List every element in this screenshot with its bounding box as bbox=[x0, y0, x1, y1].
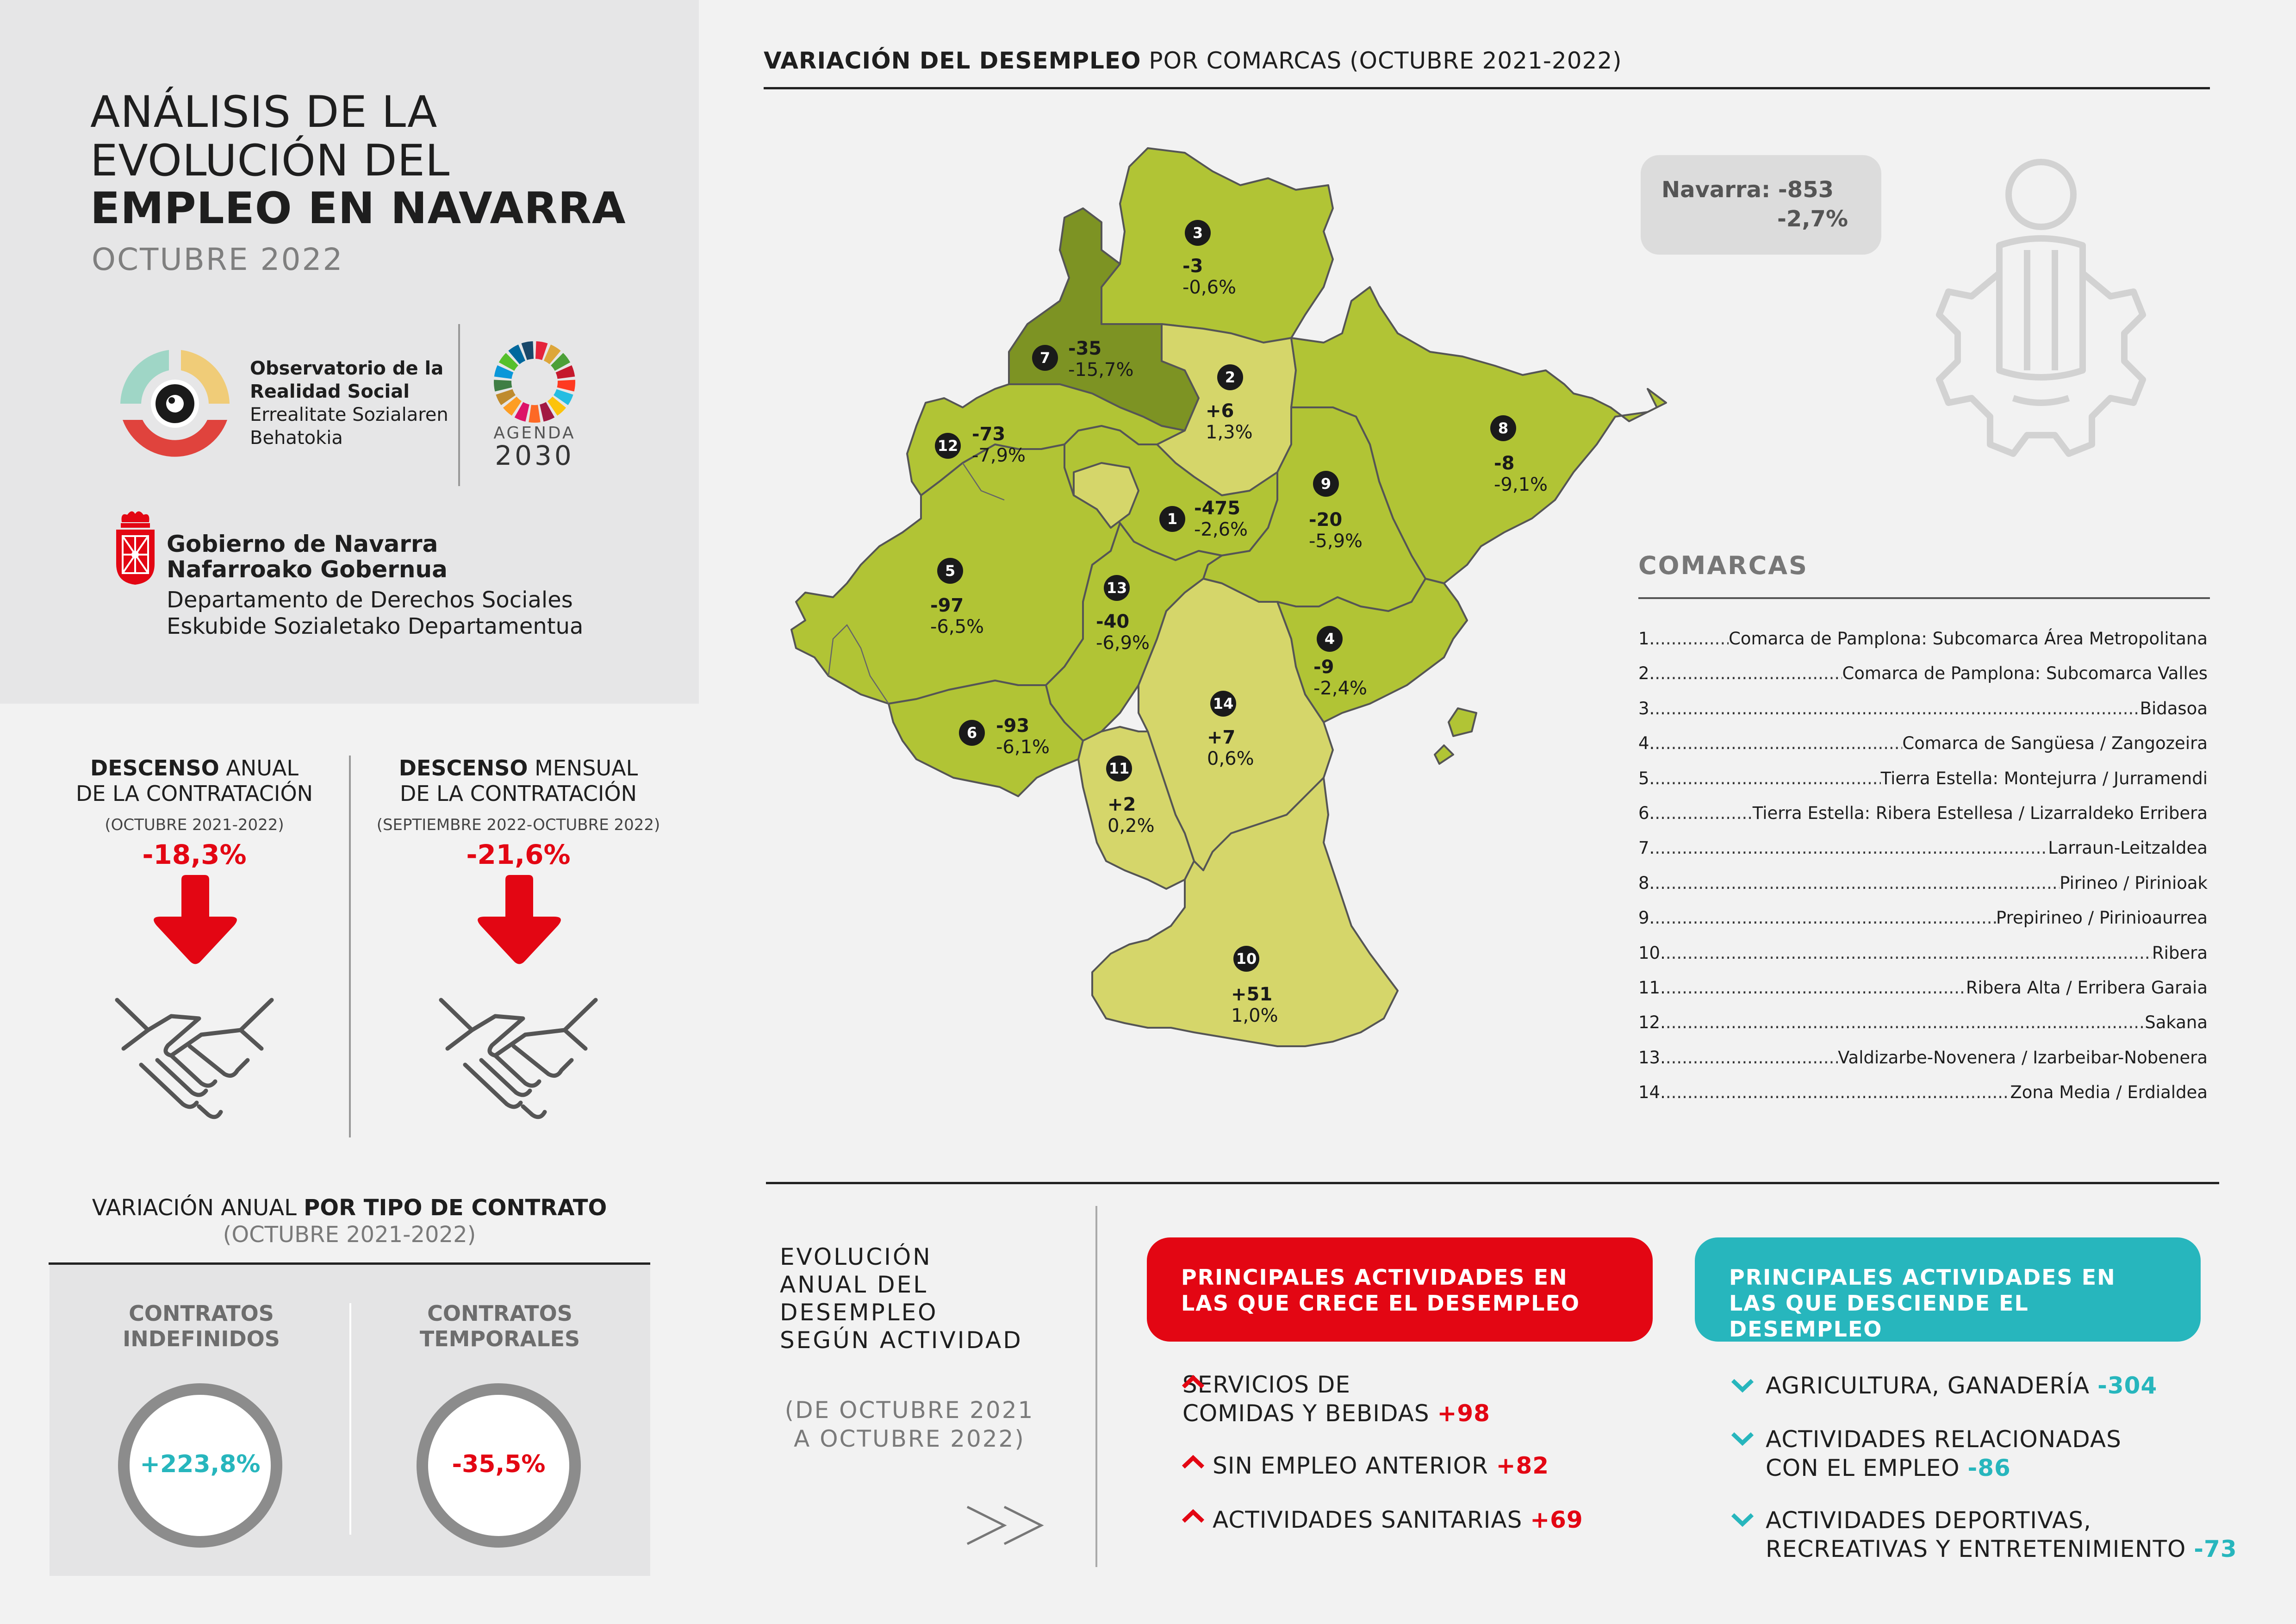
crece-item-1-line-1: SERVICIOS DE bbox=[1182, 1371, 1351, 1398]
region-pct-14: 0,6% bbox=[1207, 748, 1254, 769]
agenda-word: AGENDA bbox=[493, 424, 576, 443]
region-values-14 bbox=[1207, 727, 1254, 769]
region-badge-7: 7 bbox=[1032, 345, 1058, 371]
map-title-bold: VARIACIÓN DEL DESEMPLEO bbox=[764, 47, 1141, 74]
comarca-name: Zona Media / Erdialdea bbox=[2010, 1082, 2208, 1103]
comarca-list-item bbox=[1638, 943, 2208, 963]
actividad-heading-1: EVOLUCIÓN bbox=[780, 1243, 932, 1270]
anual-heading-bold: DESCENSO bbox=[90, 756, 219, 781]
desciende-item-1 bbox=[1766, 1371, 2157, 1400]
indefinidos-label-2: INDEFINIDOS bbox=[123, 1326, 280, 1351]
region-badge-2: 2 bbox=[1217, 364, 1243, 390]
observatorio-line-1: Observatorio de la bbox=[250, 358, 444, 379]
comarca-leader-dots bbox=[1666, 1048, 1838, 1068]
comarca-name: Comarca de Pamplona: Subcomarca Área Metropolitana bbox=[1729, 629, 2208, 649]
mensual-heading bbox=[352, 756, 685, 806]
title-line-1: ANÁLISIS DE LA bbox=[90, 87, 438, 137]
anual-period: (OCTUBRE 2021-2022) bbox=[105, 816, 284, 834]
comarca-leader-dots bbox=[1655, 768, 1880, 788]
temporales-value: -35,5% bbox=[452, 1450, 546, 1478]
desciende-item-3-value: -73 bbox=[2194, 1536, 2237, 1562]
map-title bbox=[764, 46, 1622, 75]
map-title-normal: POR COMARCAS (OCTUBRE 2021-2022) bbox=[1141, 47, 1622, 74]
navarra-total-box bbox=[1641, 155, 1881, 255]
comarca-list-item bbox=[1638, 629, 2208, 649]
tipo-contrato-title bbox=[49, 1194, 650, 1221]
agenda-wheel-segment bbox=[494, 380, 512, 391]
region-badge-13: 13 bbox=[1104, 575, 1130, 601]
region-values-2 bbox=[1206, 400, 1253, 443]
crece-title-1: PRINCIPALES ACTIVIDADES EN bbox=[1181, 1265, 1568, 1290]
region-abs-5: -97 bbox=[930, 595, 964, 616]
actividad-rule bbox=[766, 1182, 2219, 1184]
comarca-list-item bbox=[1638, 1012, 2208, 1032]
region-values-3 bbox=[1182, 256, 1236, 298]
comarca-number: 4. bbox=[1638, 733, 1655, 754]
observatorio-line-2: Realidad Social bbox=[250, 381, 410, 402]
region-pct-4: -2,4% bbox=[1313, 678, 1368, 699]
crece-item-2-line-2: SIN EMPLEO ANTERIOR bbox=[1213, 1452, 1496, 1479]
tipo-contrato-title-normal: VARIACIÓN ANUAL bbox=[92, 1195, 304, 1221]
crece-item-1-up-icon bbox=[1182, 1375, 1205, 1389]
comarca-name: Sakana bbox=[2145, 1012, 2208, 1033]
region-badge-4: 4 bbox=[1317, 626, 1343, 652]
comarca-number: 9. bbox=[1638, 908, 1655, 928]
desciende-title-1: PRINCIPALES ACTIVIDADES EN bbox=[1729, 1265, 2116, 1290]
gobierno-line-1: Gobierno de Navarra bbox=[167, 531, 438, 557]
region-abs-3: -3 bbox=[1182, 256, 1203, 277]
crece-item-3-line-2: ACTIVIDADES SANITARIAS bbox=[1213, 1506, 1531, 1533]
comarcas-rule bbox=[1638, 597, 2210, 599]
comarca-number: 11. bbox=[1638, 978, 1666, 998]
region-abs-12: -73 bbox=[972, 424, 1006, 445]
agenda-2030-wheel-icon bbox=[491, 338, 579, 426]
mensual-heading-rest: MENSUAL bbox=[528, 756, 638, 781]
region-abs-2: +6 bbox=[1206, 400, 1234, 422]
region-pct-6: -6,1% bbox=[996, 737, 1050, 758]
anual-handshake-icon bbox=[113, 991, 275, 1130]
desciende-item-1-down-icon bbox=[1731, 1379, 1754, 1393]
anual-down-arrow-icon bbox=[142, 873, 249, 984]
mensual-handshake-icon bbox=[437, 991, 599, 1130]
comarca-leader-dots bbox=[1655, 803, 1752, 823]
tipo-contrato-period: (OCTUBRE 2021-2022) bbox=[223, 1222, 476, 1248]
region-badge-10: 10 bbox=[1233, 946, 1259, 972]
region-values-13 bbox=[1096, 611, 1150, 654]
mensual-down-arrow-icon bbox=[466, 873, 572, 984]
actividad-heading-3: DESEMPLEO bbox=[780, 1299, 938, 1326]
region-pct-2: 1,3% bbox=[1206, 422, 1253, 443]
actividad-period-1: (DE OCTUBRE 2021 bbox=[784, 1397, 1034, 1424]
comarca-name: Comarca de Sangüesa / Zangozeira bbox=[1902, 733, 2208, 754]
region-badge-6: 6 bbox=[959, 720, 985, 746]
anual-heading bbox=[28, 756, 361, 806]
agenda-wheel-segment bbox=[529, 405, 540, 423]
comarca-list-item bbox=[1638, 838, 2208, 858]
comarcas-title: COMARCAS bbox=[1638, 551, 1808, 580]
crece-item-1-line-2: COMIDAS Y BEBIDAS bbox=[1182, 1400, 1437, 1427]
comarca-name: Larraun-Leitzaldea bbox=[2048, 838, 2208, 858]
region-values-11 bbox=[1108, 794, 1155, 837]
comarca-leader-dots bbox=[1655, 908, 1996, 928]
double-chevron-right-icon bbox=[965, 1502, 1053, 1549]
comarca-number: 12. bbox=[1638, 1012, 1666, 1033]
desciende-panel bbox=[1695, 1237, 2201, 1342]
observatorio-line-3: Errealitate Sozialaren bbox=[250, 404, 448, 425]
region-abs-9: -20 bbox=[1309, 509, 1343, 531]
desciende-item-2-line-1: ACTIVIDADES RELACIONADAS bbox=[1766, 1426, 2122, 1453]
anual-heading-rest: ANUAL bbox=[219, 756, 299, 781]
agenda-year: 2030 bbox=[495, 440, 574, 471]
actividad-heading-2: ANUAL DEL bbox=[780, 1271, 928, 1298]
departamento-name bbox=[167, 587, 583, 640]
indefinidos-value: +223,8% bbox=[140, 1450, 261, 1478]
comarca-leader-dots bbox=[1655, 699, 2140, 718]
comarca-name: Comarca de Pamplona: Subcomarca Valles bbox=[1842, 663, 2208, 684]
region-pct-12: -7,9% bbox=[972, 445, 1026, 466]
comarca-leader-dots bbox=[1666, 1082, 2010, 1102]
region-abs-1: -475 bbox=[1194, 498, 1241, 519]
region-pct-13: -6,9% bbox=[1096, 632, 1150, 654]
region-values-4 bbox=[1313, 656, 1367, 699]
observatorio-logo-icon bbox=[112, 344, 237, 468]
gobierno-line-2: Nafarroako Gobernua bbox=[167, 556, 448, 583]
region-abs-4: -9 bbox=[1313, 656, 1334, 678]
comarca-name: Prepirineo / Pirinioaurrea bbox=[1996, 908, 2208, 928]
region-abs-6: -93 bbox=[996, 715, 1030, 737]
crece-item-1 bbox=[1182, 1370, 1490, 1428]
comarca-list-item bbox=[1638, 699, 2208, 718]
comarca-leader-dots bbox=[1655, 873, 2060, 893]
anual-heading-line-2: DE LA CONTRATACIÓN bbox=[75, 781, 313, 806]
indefinidos-label bbox=[62, 1301, 340, 1352]
region-badge-1: 1 bbox=[1159, 506, 1185, 532]
comarca-number: 5. bbox=[1638, 768, 1655, 788]
desciende-item-3-down-icon bbox=[1731, 1513, 1754, 1527]
mensual-value: -21,6% bbox=[466, 839, 571, 870]
crece-item-3 bbox=[1213, 1505, 1583, 1534]
region-shape-3 bbox=[1101, 148, 1333, 343]
gobierno-name bbox=[167, 531, 448, 582]
page-subtitle: OCTUBRE 2022 bbox=[92, 242, 344, 277]
comarca-name: Ribera Alta / Erribera Garaia bbox=[1966, 978, 2208, 998]
comarca-name: Valdizarbe-Novenera / Izarbeibar-Nobenera bbox=[1838, 1047, 2208, 1068]
comarca-number: 8. bbox=[1638, 873, 1655, 893]
region-badge-8: 8 bbox=[1490, 415, 1516, 441]
region-values-5 bbox=[930, 595, 984, 637]
region-pct-8: -9,1% bbox=[1494, 474, 1548, 495]
anual-value: -18,3% bbox=[142, 839, 247, 870]
mensual-heading-line-2: DE LA CONTRATACIÓN bbox=[399, 781, 637, 806]
departamento-line-2: Eskubide Sozialetako Departamentua bbox=[167, 613, 584, 639]
indefinidos-label-1: CONTRATOS bbox=[129, 1301, 274, 1326]
temporales-label-1: CONTRATOS bbox=[427, 1301, 572, 1326]
comarca-list-item bbox=[1638, 1048, 2208, 1068]
comarca-list-item bbox=[1638, 733, 2208, 753]
actividad-period-2: A OCTUBRE 2022) bbox=[794, 1425, 1025, 1452]
desciende-item-3 bbox=[1766, 1506, 2237, 1563]
logo-divider bbox=[458, 324, 460, 486]
temporales-label-2: TEMPORALES bbox=[419, 1326, 580, 1351]
region-pct-5: -6,5% bbox=[930, 616, 984, 637]
worker-gear-icon bbox=[1921, 148, 2152, 518]
region-pct-1: -2,6% bbox=[1194, 519, 1248, 540]
region-abs-10: +51 bbox=[1231, 984, 1273, 1005]
title-line-3: EMPLEO EN NAVARRA bbox=[90, 183, 626, 234]
desciende-item-2-down-icon bbox=[1731, 1432, 1754, 1446]
region-values-7 bbox=[1068, 338, 1134, 381]
desciende-title-2: LAS QUE DESCIENDE EL DESEMPLEO bbox=[1729, 1291, 2029, 1342]
comarca-list-item bbox=[1638, 873, 2208, 893]
comarca-name: Tierra Estella: Ribera Estellesa / Lizarraldeko Erribera bbox=[1752, 803, 2208, 823]
comarca-list-item bbox=[1638, 768, 2208, 788]
desciende-item-3-line-1: ACTIVIDADES DEPORTIVAS, bbox=[1766, 1507, 2091, 1534]
comarca-leader-dots bbox=[1655, 663, 1842, 683]
comarca-leader-dots bbox=[1655, 629, 1729, 649]
region-abs-11: +2 bbox=[1108, 794, 1136, 815]
actividad-heading bbox=[780, 1243, 1023, 1354]
comarca-list-item bbox=[1638, 803, 2208, 823]
comarca-leader-dots bbox=[1666, 978, 1966, 998]
region-abs-13: -40 bbox=[1096, 611, 1130, 632]
region-abs-8: -8 bbox=[1494, 453, 1515, 474]
comarca-name: Ribera bbox=[2152, 943, 2208, 963]
comarca-number: 14. bbox=[1638, 1082, 1666, 1103]
tipo-contrato-divider bbox=[349, 1303, 351, 1535]
region-values-8 bbox=[1494, 453, 1548, 495]
region-pct-10: 1,0% bbox=[1231, 1005, 1278, 1026]
crece-item-2-value: +82 bbox=[1496, 1452, 1549, 1479]
comarca-leader-dots bbox=[1655, 838, 2048, 858]
desciende-item-2 bbox=[1766, 1425, 2122, 1482]
navarra-coat-of-arms-icon bbox=[113, 508, 157, 586]
region-values-6 bbox=[996, 715, 1050, 758]
comarca-name: Pirineo / Pirinioak bbox=[2060, 873, 2208, 893]
title-line-2: EVOLUCIÓN DEL bbox=[90, 136, 450, 186]
crece-item-3-up-icon bbox=[1182, 1509, 1205, 1523]
desciende-item-1-line-2: AGRICULTURA, GANADERÍA bbox=[1766, 1372, 2098, 1399]
region-pct-3: -0,6% bbox=[1182, 277, 1237, 298]
comarca-name: Tierra Estella: Montejurra / Jurramendi bbox=[1880, 768, 2208, 788]
region-pct-9: -5,9% bbox=[1309, 531, 1363, 552]
comarca-number: 1. bbox=[1638, 629, 1655, 649]
comarca-list-item bbox=[1638, 1082, 2208, 1102]
crece-panel bbox=[1147, 1237, 1653, 1342]
crece-title-2: LAS QUE CRECE EL DESEMPLEO bbox=[1181, 1291, 1580, 1316]
desciende-item-2-line-2: CON EL EMPLEO bbox=[1766, 1455, 1968, 1481]
comarca-number: 7. bbox=[1638, 838, 1655, 858]
region-abs-7: -35 bbox=[1068, 338, 1102, 359]
region-badge-3: 3 bbox=[1185, 220, 1211, 246]
region-shape-8-enclave bbox=[1435, 708, 1476, 764]
navarra-total-pct: -2,7% bbox=[1777, 206, 1848, 232]
crece-item-1-value: +98 bbox=[1437, 1400, 1490, 1427]
region-badge-12: 12 bbox=[935, 433, 961, 459]
comarca-list-item bbox=[1638, 908, 2208, 928]
contratacion-divider bbox=[349, 756, 351, 1137]
comarca-number: 2. bbox=[1638, 663, 1655, 684]
region-values-1 bbox=[1194, 498, 1248, 540]
temporales-label bbox=[361, 1301, 639, 1352]
region-values-12 bbox=[972, 424, 1026, 466]
region-badge-5: 5 bbox=[937, 558, 963, 584]
comarca-number: 10. bbox=[1638, 943, 1666, 963]
region-pct-7: -15,7% bbox=[1068, 359, 1134, 381]
navarra-total-label: Navarra: -853 bbox=[1661, 177, 1834, 203]
departamento-line-1: Departamento de Derechos Sociales bbox=[167, 587, 573, 613]
desciende-item-3-line-2: RECREATIVAS Y ENTRETENIMIENTO bbox=[1766, 1536, 2194, 1562]
region-values-9 bbox=[1309, 509, 1363, 552]
comarca-name: Bidasoa bbox=[2140, 698, 2208, 718]
tipo-contrato-title-bold: POR TIPO DE CONTRATO bbox=[304, 1195, 607, 1221]
observatorio-text bbox=[250, 357, 448, 450]
region-badge-14: 14 bbox=[1210, 691, 1236, 717]
observatorio-line-4: Behatokia bbox=[250, 427, 343, 449]
map-title-rule bbox=[764, 87, 2210, 89]
comarca-list-item bbox=[1638, 978, 2208, 998]
comarca-number: 6. bbox=[1638, 803, 1655, 823]
comarca-list-item bbox=[1638, 663, 2208, 683]
actividad-period bbox=[780, 1396, 1039, 1453]
desciende-item-1-value: -304 bbox=[2097, 1372, 2158, 1399]
region-pct-11: 0,2% bbox=[1108, 815, 1155, 837]
actividad-divider bbox=[1095, 1206, 1097, 1567]
mensual-period: (SEPTIEMBRE 2022-OCTUBRE 2022) bbox=[376, 816, 660, 834]
comarca-leader-dots bbox=[1666, 1012, 2145, 1032]
crece-item-2-up-icon bbox=[1182, 1455, 1205, 1469]
crece-item-2 bbox=[1213, 1451, 1549, 1480]
crece-item-3-value: +69 bbox=[1530, 1506, 1583, 1533]
mensual-heading-bold: DESCENSO bbox=[398, 756, 528, 781]
region-badge-9: 9 bbox=[1313, 471, 1339, 497]
comarca-leader-dots bbox=[1655, 733, 1902, 753]
comarca-number: 3. bbox=[1638, 698, 1655, 718]
actividad-heading-4: SEGÚN ACTIVIDAD bbox=[780, 1327, 1023, 1354]
desciende-item-2-value: -86 bbox=[1967, 1455, 2011, 1481]
comarca-leader-dots bbox=[1666, 943, 2152, 963]
region-abs-14: +7 bbox=[1207, 727, 1236, 748]
region-badge-11: 11 bbox=[1106, 756, 1132, 781]
region-values-10 bbox=[1231, 984, 1278, 1026]
agenda-wheel-segment bbox=[557, 380, 575, 391]
comarca-number: 13. bbox=[1638, 1047, 1666, 1068]
